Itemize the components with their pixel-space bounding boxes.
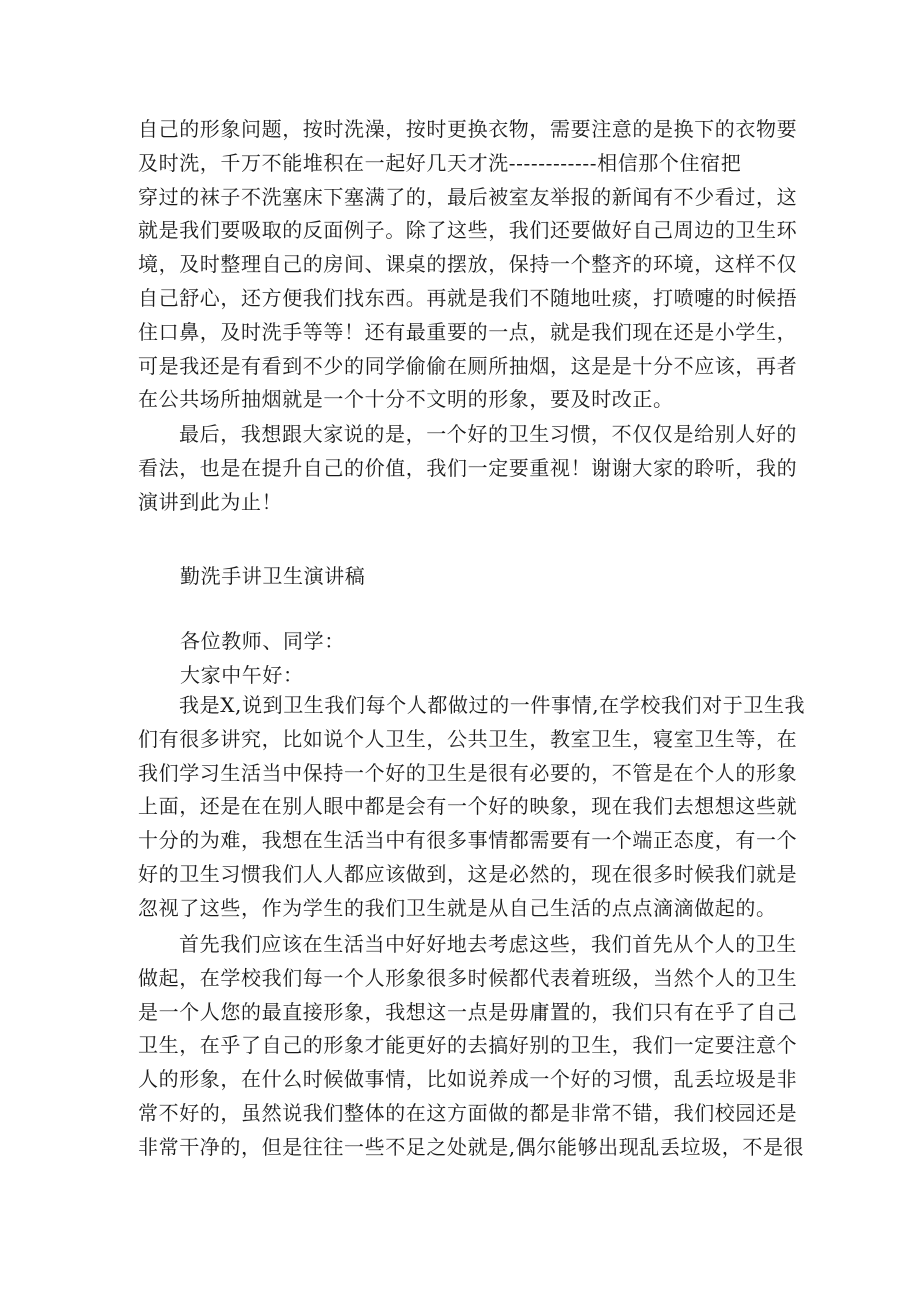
text-line: 住口鼻，及时洗手等等！还有最重要的一点，就是我们现在还是小学生， bbox=[138, 319, 798, 344]
text-line: 境，及时整理自己的房间、课桌的摆放，保持一个整齐的环境，这样不仅 bbox=[138, 252, 798, 277]
text-line: 自己舒心，还方便我们找东西。再就是我们不随地吐痰，打喷嚏的时候捂 bbox=[138, 285, 798, 310]
text-line: 人的形象，在什么时候做事情，比如说养成一个好的习惯，乱丢垃圾是非 bbox=[138, 1067, 798, 1092]
text-line: 常不好的，虽然说我们整体的在这方面做的都是非常不错，我们校园还是 bbox=[138, 1100, 798, 1125]
paragraph-personal-hygiene bbox=[138, 928, 805, 1165]
text-line: 自己的形象问题，按时洗澡，按时更换衣物，需要注意的是换下的衣物要 bbox=[138, 117, 798, 141]
greeting-audience: 各位教师、同学： bbox=[180, 629, 345, 653]
text-line: 卫生，在乎了自己的形象才能更好的去搞好别的卫生，我们一定要注意个 bbox=[138, 1033, 798, 1058]
text-line: 看法，也是在提升自己的价值，我们一定要重视！谢谢大家的聆听，我的 bbox=[138, 455, 798, 480]
text-line: 我是X,说到卫生我们每个人都做过的一件事情,在学校我们对于卫生我 bbox=[179, 693, 806, 717]
text-line: 穿过的袜子不洗塞床下塞满了的，最后被室友举报的新闻有不少看过，这 bbox=[138, 184, 798, 209]
text-line: 忽视了这些，作为学生的我们卫生就是从自己生活的点点滴滴做起的。 bbox=[138, 895, 777, 920]
text-line: 演讲到此为止！ bbox=[138, 489, 283, 514]
text-line: 做起，在学校我们每一个人形象很多时候都代表着班级，当然个人的卫生 bbox=[138, 965, 798, 990]
speech-title: 勤洗手讲卫生演讲稿 bbox=[180, 564, 366, 588]
paragraph-introduction bbox=[138, 689, 806, 926]
text-line: 我们学习生活当中保持一个好的卫生是很有必要的，不管是在个人的形象 bbox=[138, 760, 798, 785]
text-line: 及时洗，千万不能堆积在一起好几天才洗------------相信那个住宿把 bbox=[138, 150, 742, 175]
text-line: 们有很多讲究，比如说个人卫生，公共卫生，教室卫生，寝室卫生等，在 bbox=[138, 726, 798, 751]
text-line: 最后，我想跟大家说的是，一个好的卫生习惯，不仅仅是给别人好的 bbox=[179, 422, 797, 446]
greeting-noon: 大家中午好： bbox=[180, 663, 304, 687]
text-line: 十分的为难，我想在生活当中有很多事情都需要有一个端正态度，有一个 bbox=[138, 828, 798, 853]
paragraph-hygiene-habits bbox=[138, 113, 798, 417]
paragraph-conclusion bbox=[138, 418, 798, 519]
text-line: 是一个人您的最直接形象，我想这一点是毋庸置的，我们只有在乎了自己 bbox=[138, 999, 798, 1024]
text-line: 上面，还是在在别人眼中都是会有一个好的映象，现在我们去想想这些就 bbox=[138, 794, 798, 819]
text-line: 在公共场所抽烟就是一个十分不文明的形象，要及时改正。 bbox=[138, 387, 674, 412]
text-line: 好的卫生习惯我们人人都应该做到，这是必然的，现在很多时候我们就是 bbox=[138, 861, 798, 886]
text-line: 非常干净的，但是往往一些不足之处就是,偶尔能够出现乱丢垃圾，不是很 bbox=[138, 1134, 805, 1159]
text-line: 就是我们要吸取的反面例子。除了这些，我们还要做好自己周边的卫生环 bbox=[138, 218, 798, 243]
text-line: 首先我们应该在生活当中好好地去考虑这些，我们首先从个人的卫生 bbox=[179, 932, 797, 956]
text-line: 可是我还是有看到不少的同学偷偷在厕所抽烟，这是是十分不应该，再者 bbox=[138, 353, 798, 378]
